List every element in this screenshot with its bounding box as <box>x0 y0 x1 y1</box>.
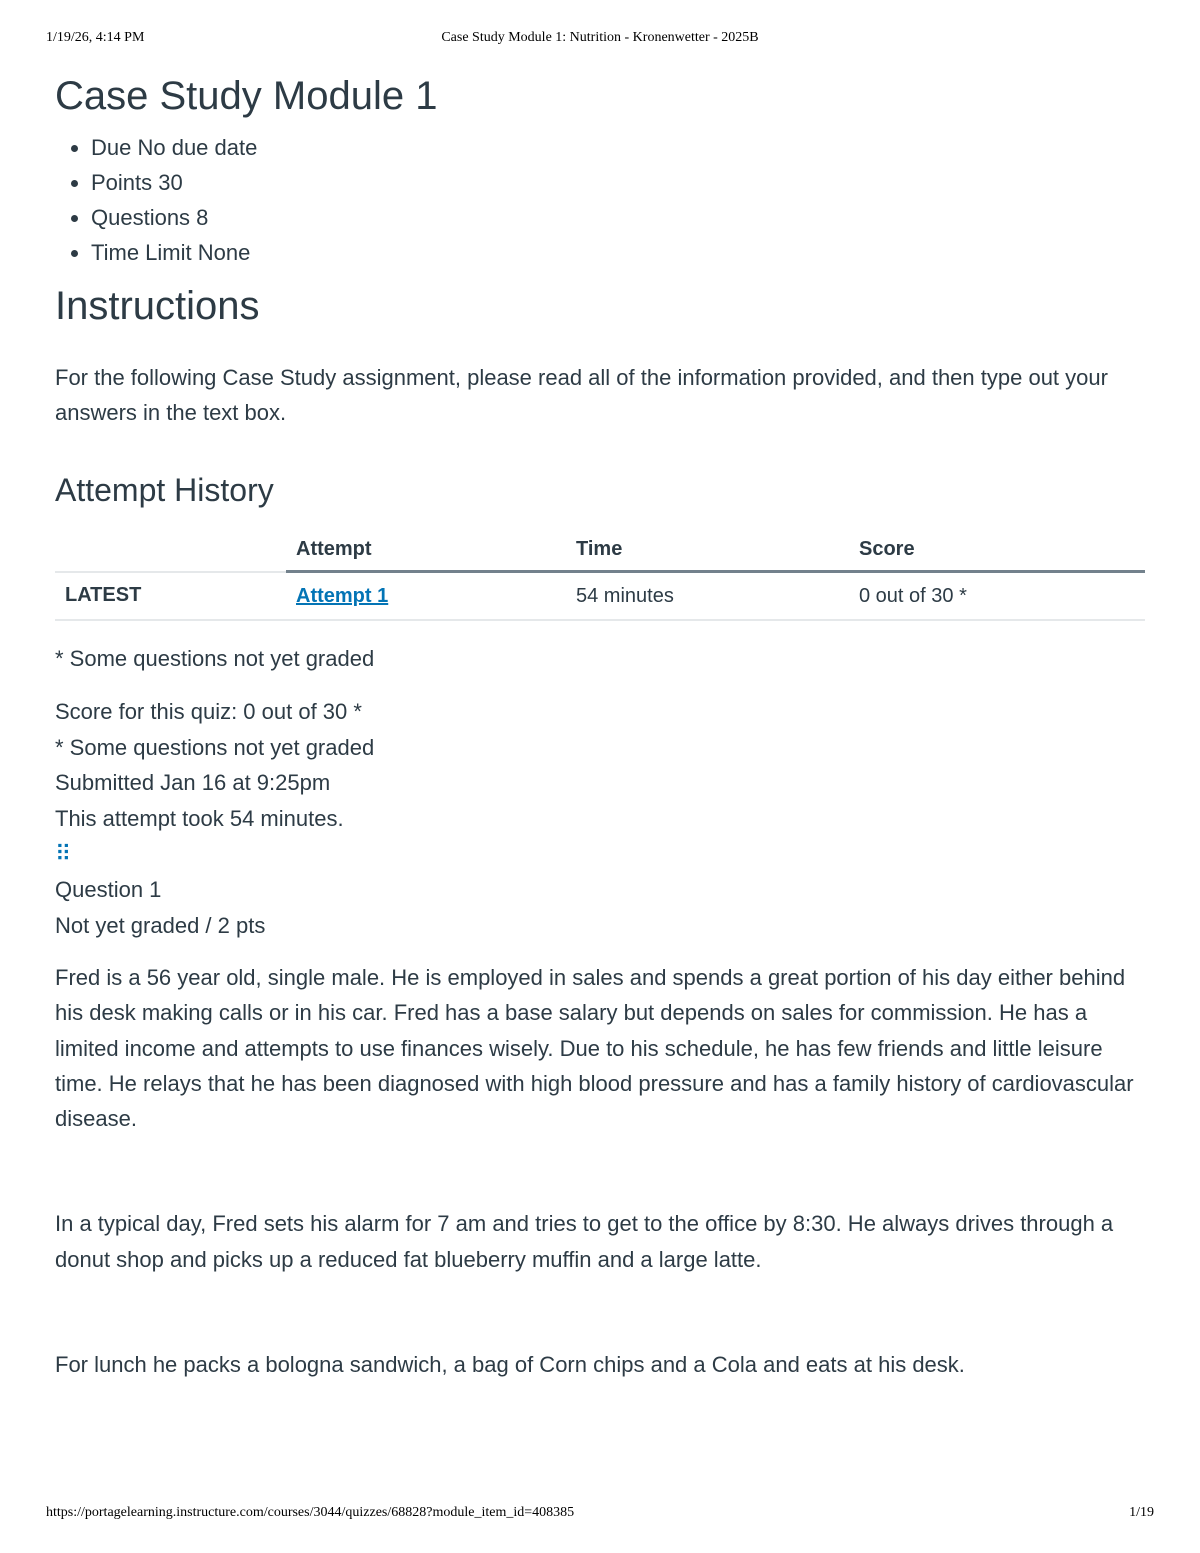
score-cell: 0 out of 30 * <box>849 572 1145 621</box>
quiz-details-list <box>55 130 1145 270</box>
quiz-points: • Points 30 <box>91 165 1145 200</box>
column-header-blank <box>55 528 286 572</box>
column-header-time: Time <box>566 528 849 572</box>
latest-label: LATEST <box>55 572 286 621</box>
question-paragraph: In a typical day, Fred sets his alarm for 7 am and tries to get to the office by 8:30. He always drives through a donut shop and picks up a reduced fat blueberry muffin and a large latte. <box>55 1211 1114 1272</box>
print-url: https://portagelearning.instructure.com/courses/3044/quizzes/68828?module_item_id=408385 <box>46 1505 575 1520</box>
ungraded-footnote: * Some questions not yet graded <box>55 646 375 671</box>
quiz-score-summary <box>55 694 1145 836</box>
time-cell: 54 minutes <box>566 572 849 621</box>
question-status: Not yet graded / 2 pts <box>55 912 266 938</box>
table-header-row <box>55 528 1145 572</box>
column-header-score: Score <box>849 528 1145 572</box>
instructions-text: For the following Case Study assignment, please read all of the information provided, and then type out your answers in the text box. <box>55 365 1108 425</box>
quiz-questions: • Questions 8 <box>91 200 1145 235</box>
attempt-duration: This attempt took 54 minutes. <box>55 805 344 831</box>
print-date: 1/19/26, 4:14 PM <box>46 30 145 45</box>
drag-handle-icon[interactable]: ⠿ <box>55 841 72 866</box>
table-row <box>55 572 1145 621</box>
attempt-1-link[interactable]: Attempt 1 <box>296 584 389 607</box>
quiz-score: Score for this quiz: 0 out of 30 * <box>55 699 362 724</box>
attempt-history-heading: Attempt History <box>55 472 274 508</box>
ungraded-note: * Some questions not yet graded <box>55 734 375 760</box>
question-paragraph: Fred is a 56 year old, single male. He is employed in sales and spends a great portion of his day either behind his desk making calls or in his car. Fred has a base salary but depends on sales for commission. He has a limited income and attempts to use finances wisely. Due to his schedule, he has few friends and little leisure time. He relays that he has been diagnosed with high blood pressure and has a family history of cardiovascular disease. <box>55 965 1134 1132</box>
question-paragraph: For lunch he packs a bologna sandwich, a bag of Corn chips and a Cola and eats at his desk. <box>55 1352 965 1378</box>
column-header-attempt: Attempt <box>286 528 566 572</box>
print-page-number: 1/19 <box>1129 1505 1154 1520</box>
page-title: Case Study Module 1 <box>55 74 438 118</box>
print-document-title: Case Study Module 1: Nutrition - Kronenwetter - 2025B <box>441 30 759 45</box>
quiz-time-limit: • Time Limit None <box>91 235 1145 270</box>
instructions-heading: Instructions <box>55 284 260 328</box>
question-text <box>55 960 1145 1382</box>
quiz-content <box>55 72 1145 1382</box>
question-1 <box>55 836 1145 1382</box>
attempt-history-table <box>55 528 1145 621</box>
question-title: Question 1 <box>55 877 162 902</box>
submitted-date: Submitted Jan 16 at 9:25pm <box>55 770 331 795</box>
attempt-cell <box>286 572 566 621</box>
quiz-due: • Due No due date <box>91 130 1145 165</box>
